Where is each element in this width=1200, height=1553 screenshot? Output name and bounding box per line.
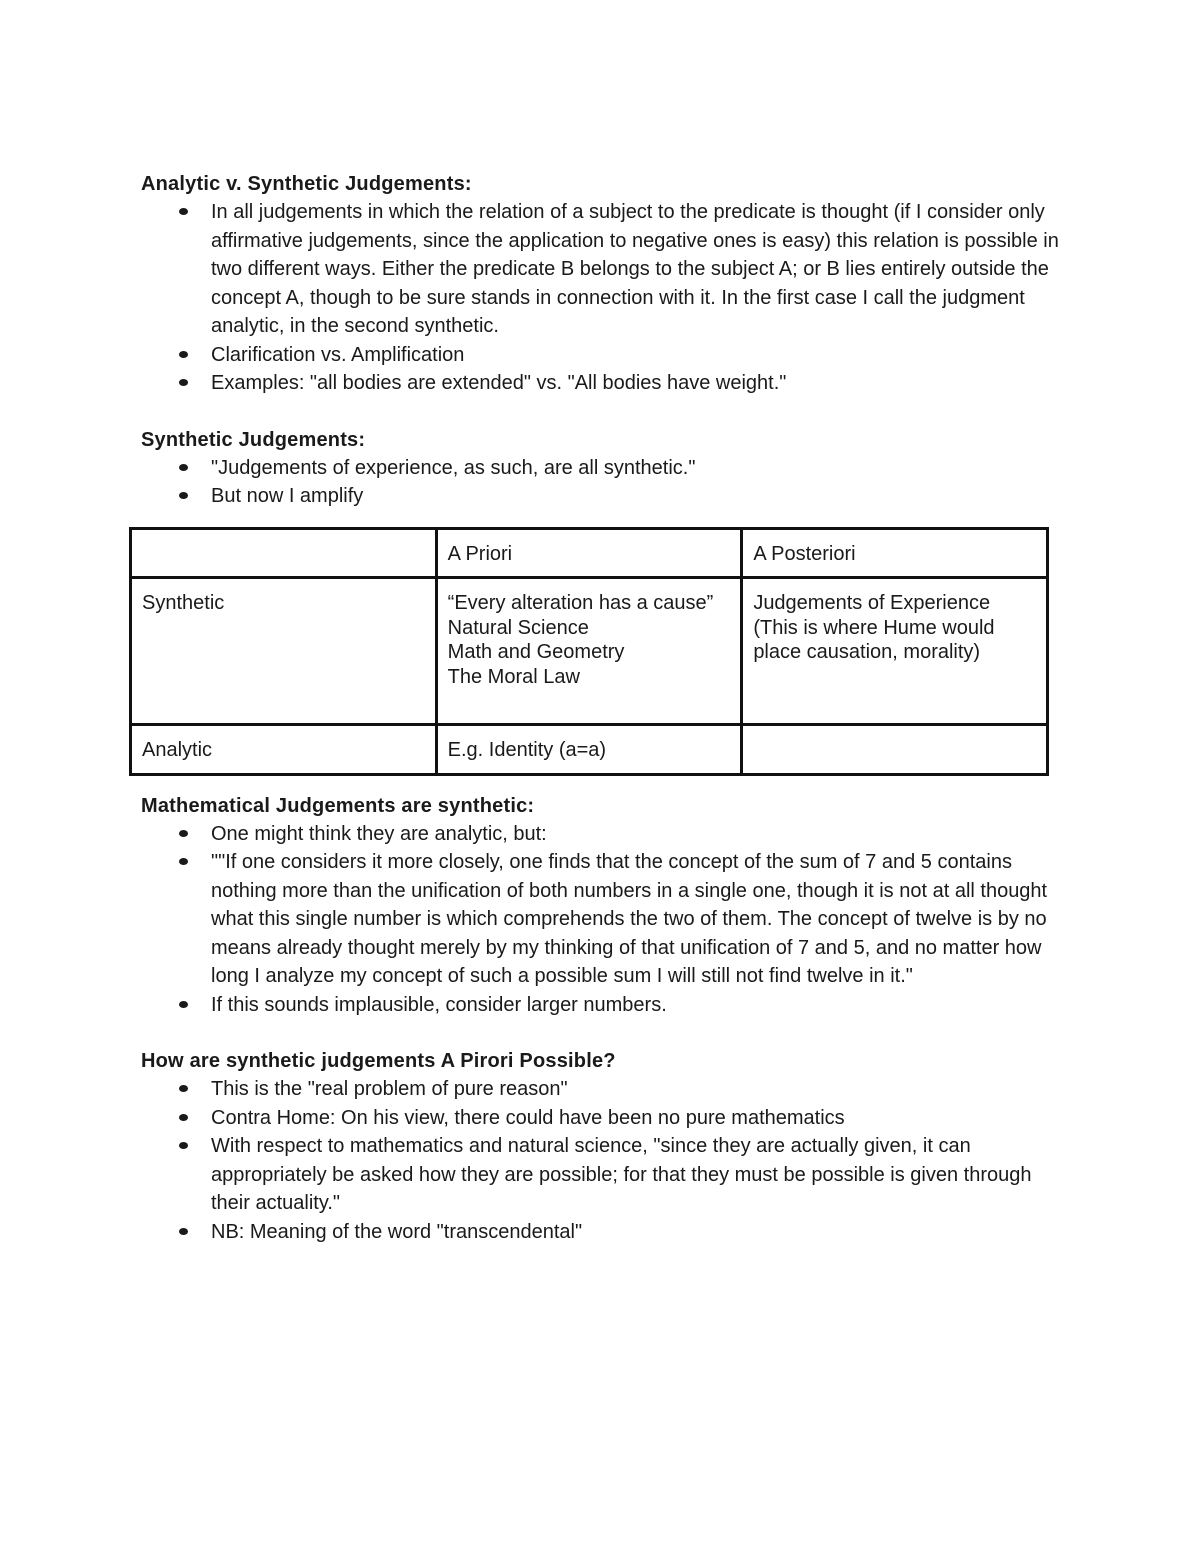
table-row <box>131 725 1048 775</box>
cell-line: E.g. Identity (a=a) <box>447 739 607 761</box>
list-item: But now I amplify <box>141 482 1061 511</box>
list-item: Examples: "all bodies are extended" vs. "All bodies have weight." <box>141 369 1061 398</box>
list-item: With respect to mathematics and natural science, "since they are actually given, it can appropriately be asked how they are possible; for that they must be possible is given through their actuality." <box>141 1132 1061 1218</box>
cell-line: The Moral Law <box>447 665 580 688</box>
table-cell <box>131 528 437 578</box>
cell-line: Judgements of Experience (This is where Hume would place causation, morality) <box>753 592 995 663</box>
table-header-row <box>131 528 1048 578</box>
bullet-icon <box>179 830 188 837</box>
bullet-icon <box>179 351 188 358</box>
list-item: This is the "real problem of pure reason" <box>141 1075 1061 1104</box>
bullet-list-how-possible <box>141 1075 1061 1246</box>
document-body <box>141 170 1061 1246</box>
bullet-icon <box>179 492 188 499</box>
list-item: Contra Home: On his view, there could have been no pure mathematics <box>141 1104 1061 1133</box>
list-item: NB: Meaning of the word "transcendental" <box>141 1218 1061 1247</box>
table-cell <box>436 725 742 775</box>
table-cell: A Priori <box>436 528 742 578</box>
table-cell <box>742 725 1048 775</box>
table-cell <box>436 578 742 725</box>
section-heading-synthetic: Synthetic Judgements: <box>141 428 366 451</box>
section-heading-how-possible: How are synthetic judgements A Pirori Possible? <box>141 1050 616 1072</box>
cell-line: Math and Geometry <box>447 641 625 663</box>
cell-line: “Every alteration has a cause” <box>447 592 714 614</box>
table-row <box>131 578 1048 725</box>
bullet-icon <box>179 1001 188 1008</box>
bullet-list-analytic-synthetic <box>141 198 1061 398</box>
list-item: "Judgements of experience, as such, are all synthetic." <box>141 454 1061 483</box>
table-cell: A Posteriori <box>742 528 1048 578</box>
bullet-list-synthetic <box>141 454 1061 511</box>
bullet-icon <box>179 858 188 865</box>
bullet-icon <box>179 1085 188 1092</box>
table-cell <box>742 578 1048 725</box>
judgements-table <box>129 527 1049 776</box>
bullet-icon <box>179 1142 188 1149</box>
list-item: If this sounds implausible, consider larger numbers. <box>141 991 1061 1020</box>
bullet-icon <box>179 464 188 471</box>
list-item: Clarification vs. Amplification <box>141 341 1061 370</box>
bullet-icon <box>179 1114 188 1121</box>
bullet-icon <box>179 1228 188 1235</box>
bullet-icon <box>179 208 188 215</box>
bullet-icon <box>179 379 188 386</box>
list-item: In all judgements in which the relation of a subject to the predicate is thought (if I consider only affirmative judgements, since the application to negative ones is easy) this relation is possible in two different ways. Either the predicate B belongs to the subject A; or B lies entirely outside the concept A, though to be sure stands in connection with it. In the first case I call the judgment analytic, in the second synthetic. <box>141 198 1061 341</box>
bullet-list-mathematical <box>141 820 1061 1020</box>
table-cell: Synthetic <box>131 578 437 725</box>
section-heading-mathematical: Mathematical Judgements are synthetic: <box>141 794 535 817</box>
list-item: One might think they are analytic, but: <box>141 820 1061 849</box>
cell-line: Natural Science <box>447 616 589 639</box>
table-cell: Analytic <box>131 725 437 775</box>
list-item: ""If one considers it more closely, one finds that the concept of the sum of 7 and 5 contains nothing more than the unification of both numbers in a single one, though it is not at all thought what this single number is which comprehends the two of them. The concept of twelve is by no means already thought merely by my thinking of that unification of 7 and 5, and no matter how long I analyze my concept of such a possible sum I will still not find twelve in it." <box>141 848 1061 991</box>
section-heading-analytic-synthetic: Analytic v. Synthetic Judgements: <box>141 173 472 195</box>
